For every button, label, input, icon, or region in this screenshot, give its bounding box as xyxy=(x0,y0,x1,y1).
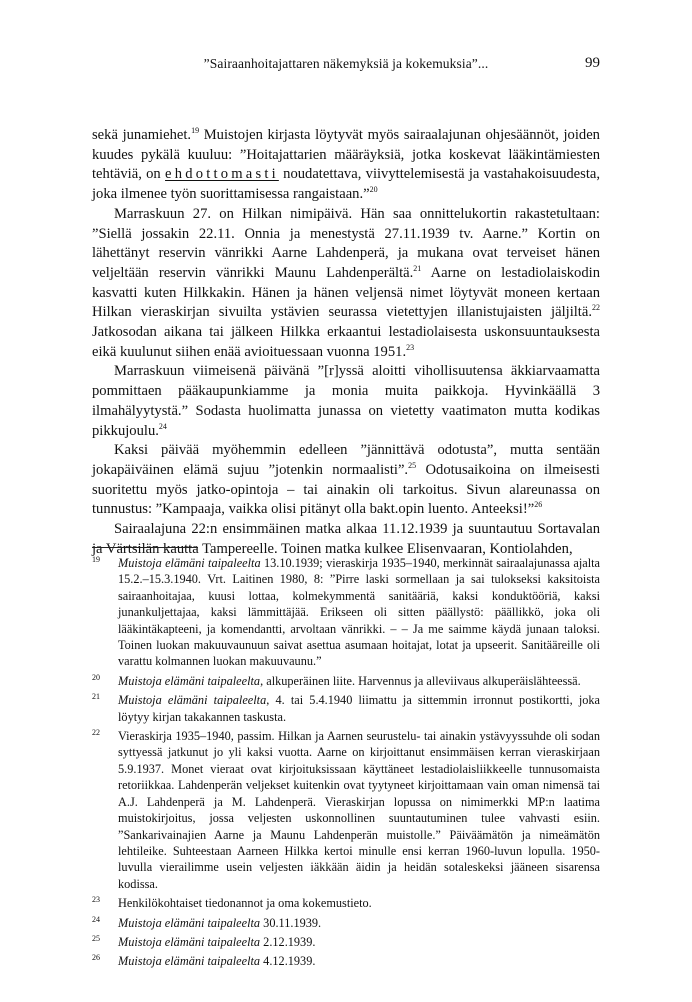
paragraph-3 xyxy=(92,362,600,441)
paragraph-text: sekä junamiehet. xyxy=(92,127,192,143)
paragraph-text: Sairaalajuna 22:n ensimmäinen matka alkaa 11.12.1939 ja suuntautuu Sortavalan ja Värtsilän kautta Tampereelle. Toinen matka kulkee Elisenvaaran, Kontiolahden, xyxy=(92,521,600,557)
footnote-21 xyxy=(92,692,600,725)
footnote-22 xyxy=(92,728,600,892)
footnote-number: 22 xyxy=(92,728,100,738)
footnote-ref: 26 xyxy=(534,500,543,510)
footnote-text: 13.10.1939; vieraskirja 1935–1940, merkinnät sairaalajunassa ajalta 15.2.–15.3.1940. Vrt. Laitinen 1980, 8: ”Pirre laski sormellaan ja sai tulokseksi kaksitoista sairaanhoitajaa, kuusi lottaa, kolmekymmentä sanitääriä, kaksi konduktööriä, kaksi junankuljettajaa, kaksi lämmittäjää. Erikseen oli sitten päällystö: päällikkö, joka oli lääkintäkapteeni, ja komendantti, arvoltaan vänrikki. – – Ja me saimme käydä junaan taloksi. Toinen luokan makuuvaunuun saivat asettua asumaan hoitajat, lotat ja upseerit. Sanitääreille oli varattu kolmannen luokan makuuvaunu.” xyxy=(118,556,600,669)
footnote-text: , alkuperäinen liite. Harvennus ja alleviivaus alkuperäislähteessä. xyxy=(260,673,581,688)
footnote-text: 2.12.1939. xyxy=(260,934,316,949)
paragraph-text: Aarne on lestadiolaiskodin kasvatti kuten Hilkkakin. Hänen ja hänen veljensä nimet löytyvät moneen kertaan Hilkan vieraskirjan sivuilta ystävien seurassa vietettyjen illanistujaisten jäljiltä. xyxy=(92,264,600,321)
footnote-text: 4.12.1939. xyxy=(260,954,316,969)
footnote-number: 21 xyxy=(92,692,100,702)
footnote-ref: 25 xyxy=(408,460,417,470)
footnote-20 xyxy=(92,673,600,689)
footnote-source-title: Muistoja elämäni taipaleelta xyxy=(118,556,261,570)
paragraph-4 xyxy=(92,441,600,520)
footnote-ref: 20 xyxy=(369,185,378,195)
paragraph-text: Marraskuun 27. on Hilkan nimipäivä. Hän saa onnittelukortin rakastetultaan: ”Siellä jossakin 22.11. Onnia ja menestystä 27.11.1939 tv. Aarne.” Kortin on lähettänyt reservin vänrikki Aarne Lahdenperä, ja mukana ovat terveiset hänen veljeltään reservin vänrikki Maunu Lahdenperältä. xyxy=(92,205,600,281)
paragraph-5 xyxy=(92,520,600,559)
spaced-emphasis: ehdottomasti xyxy=(165,166,279,183)
footnote-ref: 23 xyxy=(406,342,415,352)
footnote-source-title: Muistoja elämäni taipaleelta xyxy=(118,954,261,969)
footnote-ref: 22 xyxy=(592,303,600,313)
footnote-ref: 21 xyxy=(413,263,422,273)
footnote-text: , 4. tai 5.4.1940 liimattu ja sittemmin irronnut postikortti, joka löytyy kirjan takakannen taskusta. xyxy=(118,693,600,724)
running-head xyxy=(92,56,600,76)
paragraph-text: Muistojen kirjasta löytyvät myös sairaalajunan ohjesäännöt, joiden kuudes pykälä kuuluu: ”Hoitajattarien määräyksiä, jotka koskevat lääkintämiesten tehtäviä, on xyxy=(92,127,600,183)
footnote-text: Vieraskirja 1935–1940, passim. Hilkan ja Aarnen seurustelu- tai ainakin ystävyyssuhde oli sodan syttyessä jatkunut jo yli kaksi vuotta. Aarne on kirjoittanut ensimmäisen kerran vieraskirjaan 5.9.1937. Monet vieraat ovat kirjoituksissaan käyttäneet lestadiolaisliikkeelle tunnusomaista retoriikkaa. Lahdenperän veljekset kuitenkin ovat tyytyneet kirjoittamaan vain oman nimensä tai A.J. Lahdenperä ja M. Lahdenperä. Vieraskirjan lopussa on nimimerkki MP:n laatima muistokirjoitus, jossa veljesten uskonnollinen suuntautuminen tulee vahvasti esiin. ”Sankarivainajien Aarne ja Maunu Lahdenperän muistolle.” Päiväämätön ja nimeämätön lehtileike. Suhteestaan Aarneen Hilkka kertoi minulle ensi kerran 1960-luvun lopulla. 1950-luvulla vierailimme usein veljesten iäkkään äidin ja heidän sotaleskeksi jääneen sisarensa kodissa. xyxy=(118,729,600,891)
running-title: ”Sairaanhoitajattaren näkemyksiä ja kokemuksia”... xyxy=(203,56,489,71)
paragraph-2 xyxy=(92,205,600,363)
footnote-text: Henkilökohtaiset tiedonannot ja oma kokemustieto. xyxy=(118,896,372,911)
page-number: 99 xyxy=(585,55,600,71)
footnote-number: 20 xyxy=(92,672,100,682)
footnote-source-title: Muistoja elämäni taipaleelta xyxy=(118,693,267,708)
footnote-number: 24 xyxy=(92,914,100,924)
footnote-number: 25 xyxy=(92,933,100,943)
footnote-ref: 24 xyxy=(158,421,167,431)
footnote-number: 19 xyxy=(92,555,100,564)
footnote-ref: 19 xyxy=(191,126,200,135)
paragraph-1 xyxy=(92,126,600,205)
paragraph-text: Jatkosodan aikana tai jälkeen Hilkka erkaantui lestadiolaisesta uskonsuuntauksesta eikä kuulunut siihen enää avioituessaan vuonna 1951. xyxy=(92,324,600,360)
footnote-25 xyxy=(92,934,600,950)
footnote-source-title: Muistoja elämäni taipaleelta xyxy=(118,934,261,949)
body-text xyxy=(92,126,600,559)
footnote-source-title: Muistoja elämäni taipaleelta xyxy=(118,673,261,688)
footnote-divider xyxy=(92,547,198,548)
paragraph-text: Odotusaikoina on ilmeisesti suoritettu myös jatko-opintoja – tai ainakin oli tarkoitus. Sivun alareunassa on tunnustus: ”Kampaaja, vaikka olisi pitänyt olla bakt.opin luento. Anteeksi!” xyxy=(92,461,600,518)
footnote-number: 26 xyxy=(92,953,100,963)
footnotes xyxy=(92,555,600,973)
paragraph-text: Marraskuun viimeisenä päivänä ”[r]yssä aloitti vihollisuutensa äkkiarvaamatta pommittaen pääkaupunkiamme ja monia muita paikkoja. Hyvinkäällä 3 ilmahälyytystä.” Sodasta huolimatta junassa on vietetty vaatimaton mutta kodikas pikkujoulu. xyxy=(92,363,600,439)
paragraph-text: Kaksi päivää myöhemmin edelleen ”jännittävä odotusta”, mutta sentään jokapäiväinen elämä sujuu ”jotenkin normaalisti”. xyxy=(92,442,600,478)
footnote-source-title: Muistoja elämäni taipaleelta xyxy=(118,915,261,930)
footnote-number: 23 xyxy=(92,895,100,905)
footnote-19 xyxy=(92,555,600,670)
footnote-23 xyxy=(92,895,600,911)
footnote-text: 30.11.1939. xyxy=(260,915,322,930)
footnote-24 xyxy=(92,915,600,931)
paragraph-text: noudatettava, viivyttelemisestä ja vastahakoisuudesta, joka ilmenee työn suorittamisessa rangaistaan.” xyxy=(92,166,600,203)
footnote-26 xyxy=(92,953,600,969)
